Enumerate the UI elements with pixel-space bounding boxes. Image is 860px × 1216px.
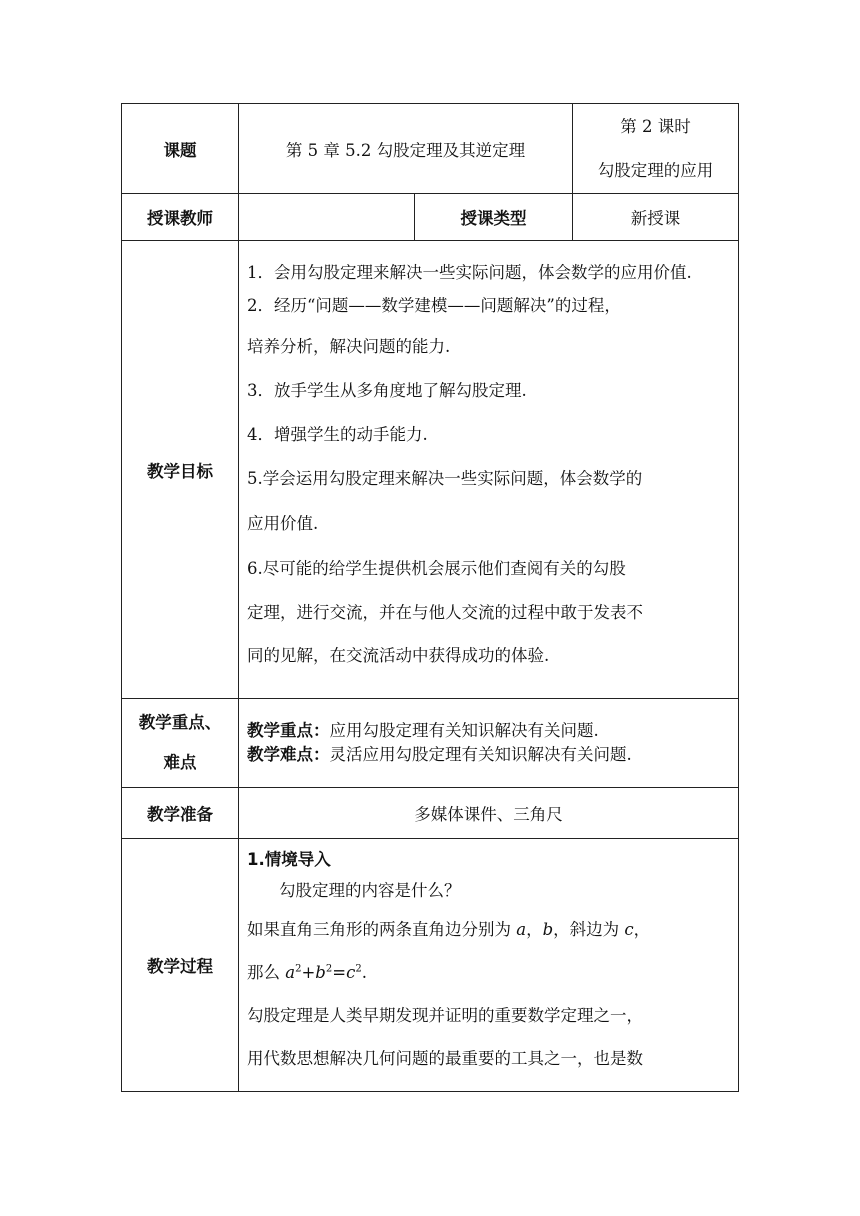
keypoints-label-line: 难点 (163, 753, 197, 772)
period-title: 勾股定理的应用 (597, 160, 714, 180)
keypoint-line (247, 719, 732, 743)
objective-line: 6.尽可能的给学生提供机会展示他们查阅有关的勾股 (247, 559, 626, 578)
objectives-label: 教学目标 (122, 241, 239, 699)
formula-c: c (346, 963, 356, 982)
var-c: c (624, 920, 634, 939)
objectives-content (239, 241, 739, 699)
objectives-row (122, 241, 739, 699)
topic-value: 第 5 章 5.2 勾股定理及其逆定理 (239, 104, 573, 194)
process-line: 勾股定理是人类早期发现并证明的重要数学定理之一， (247, 1006, 643, 1025)
objective-line: 培养分析，解决问题的能力. (247, 337, 451, 356)
formula-a: a (285, 963, 296, 982)
objective-line: 5.学会运用勾股定理来解决一些实际问题，体会数学的 (247, 469, 643, 488)
period-number: 第 2 课时 (620, 116, 691, 136)
objective-line: 1．会用勾股定理来解决一些实际问题，体会数学的应用价值. (247, 263, 692, 282)
keypoints-row (122, 699, 739, 788)
exponent: 2 (295, 963, 302, 975)
type-label: 授课类型 (415, 194, 573, 241)
objective-line: 4．增强学生的动手能力. (247, 425, 428, 444)
objective-line: 同的见解，在交流活动中获得成功的体验. (247, 646, 550, 665)
objective-line: 应用价值. (247, 514, 319, 533)
process-text: 那么 (247, 963, 286, 982)
keypoints-label-line: 教学重点、 (138, 713, 222, 732)
process-line (247, 908, 732, 951)
keypoint-text: 应用勾股定理有关知识解决有关问题. (329, 721, 599, 740)
process-text: 如果直角三角形的两条直角边分别为 (247, 920, 517, 939)
topic-label: 课题 (122, 104, 239, 194)
type-value: 新授课 (573, 194, 739, 241)
process-text: . (361, 963, 367, 982)
lesson-plan-table (121, 103, 739, 1092)
process-text: ， (633, 920, 651, 939)
process-line: 用代数思想解决几何问题的最重要的工具之一，也是数 (247, 1049, 643, 1068)
var-b: b (542, 920, 554, 939)
period-cell (573, 104, 739, 194)
teacher-value (239, 194, 415, 241)
teacher-label: 授课教师 (122, 194, 239, 241)
topic-row (122, 104, 739, 194)
formula-plus: + (301, 963, 316, 982)
prep-value: 多媒体课件、三角尺 (239, 788, 739, 839)
process-label: 教学过程 (122, 839, 239, 1092)
process-row (122, 839, 739, 1092)
prep-label: 教学准备 (122, 788, 239, 839)
exponent: 2 (325, 963, 333, 975)
formula-line (247, 951, 732, 994)
objective-line: 3．放手学生从多角度地了解勾股定理. (247, 381, 527, 400)
difficulty-label: 教学难点： (247, 745, 330, 764)
teacher-row (122, 194, 739, 241)
keypoints-label (122, 699, 239, 788)
keypoint-label: 教学重点： (247, 721, 330, 740)
prep-row (122, 788, 739, 839)
objective-line: 2．经历“问题——数学建模——问题解决”的过程， (247, 296, 621, 315)
process-question: 勾股定理的内容是什么？ (279, 881, 461, 900)
formula-eq: = (332, 963, 347, 982)
process-text: ， (526, 920, 543, 939)
process-text: ，斜边为 (553, 920, 625, 939)
keypoints-content (239, 699, 739, 788)
process-content (239, 839, 739, 1092)
process-heading: 1.情境导入 (247, 850, 331, 869)
difficulty-text: 灵活应用勾股定理有关知识解决有关问题. (329, 745, 632, 764)
var-a: a (516, 920, 527, 939)
formula-b: b (315, 963, 326, 982)
difficulty-line (247, 743, 732, 767)
exponent: 2 (355, 963, 362, 975)
objective-line: 定理，进行交流，并在与他人交流的过程中敢于发表不 (247, 603, 643, 622)
